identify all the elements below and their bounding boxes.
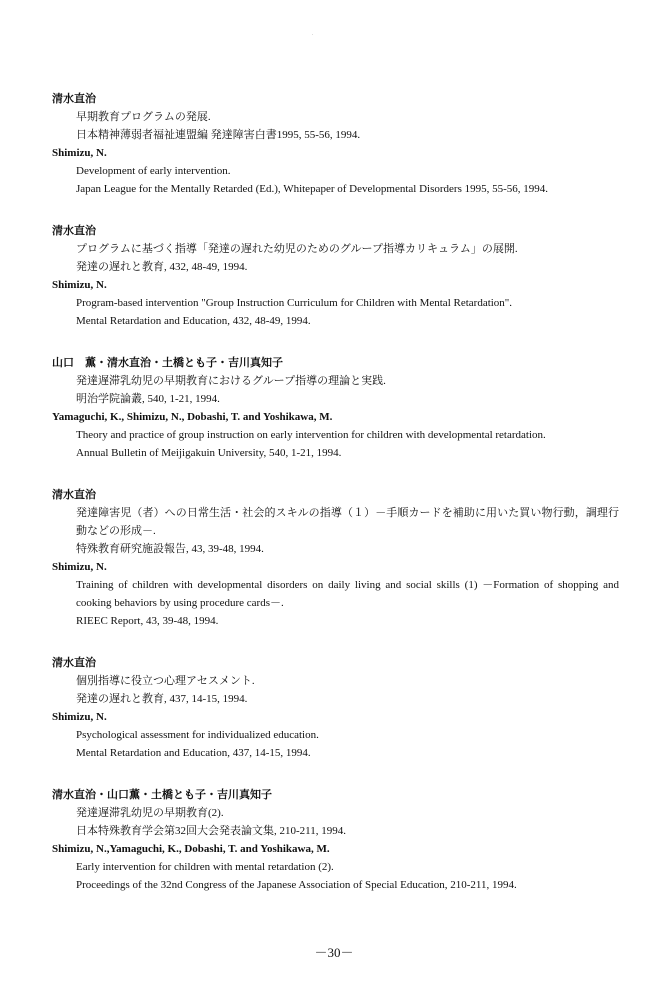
en-authors: Shimizu, N.,Yamaguchi, K., Dobashi, T. and Yoshikawa, M. (52, 843, 330, 855)
en-title: Training of children with developmental disorders on daily living and social skills (1) －Formation of shopping and cooking behaviors by using procedure cards－. (76, 579, 619, 609)
en-authors: Shimizu, N. (52, 279, 107, 291)
bibliography-list (52, 90, 622, 894)
bibliography-entry (52, 354, 622, 462)
en-source: RIEEC Report, 43, 39-48, 1994. (76, 615, 219, 627)
en-title: Development of early intervention. (76, 165, 231, 177)
jp-source: 明治学院論叢, 540, 1-21, 1994. (76, 393, 220, 405)
jp-title: 発達遅滞乳幼児の早期教育におけるグループ指導の理論と実践. (76, 375, 386, 387)
jp-title: 早期教育プログラムの発展. (76, 111, 211, 123)
jp-source: 日本特殊教育学会第32回大会発表論文集, 210-211, 1994. (76, 825, 347, 837)
en-title: Theory and practice of group instruction on early intervention for children with developmental retardation. (76, 429, 546, 441)
bibliography-entry (52, 786, 622, 894)
jp-title: 発達遅滞乳幼児の早期教育(2). (76, 807, 224, 819)
page-number: －30－ (314, 945, 354, 960)
jp-source: 日本精神薄弱者福祉連盟編 発達障害白書1995, 55-56, 1994. (76, 129, 361, 141)
en-title: Program-based intervention "Group Instruction Curriculum for Children with Mental Retardation". (76, 297, 513, 309)
en-authors: Shimizu, N. (52, 147, 107, 159)
en-source: Mental Retardation and Education, 432, 48-49, 1994. (76, 315, 311, 327)
jp-title: 発達障害児（者）への日常生活・社会的スキルの指導（１）－手順カードを補助に用いた買い物行動，調理行動などの形成－. (76, 507, 619, 537)
en-authors: Shimizu, N. (52, 711, 107, 723)
jp-authors: 清水直治 (52, 225, 96, 237)
jp-source: 発達の遅れと教育, 437, 14-15, 1994. (76, 693, 248, 705)
scan-speck (312, 34, 313, 35)
jp-authors: 清水直治 (52, 93, 96, 105)
jp-authors: 清水直治・山口薫・土橋とも子・吉川真知子 (52, 789, 272, 801)
jp-authors: 清水直治 (52, 489, 96, 501)
en-authors: Shimizu, N. (52, 561, 107, 573)
jp-authors: 清水直治 (52, 657, 96, 669)
jp-source: 発達の遅れと教育, 432, 48-49, 1994. (76, 261, 248, 273)
bibliography-entry (52, 486, 622, 630)
en-title: Psychological assessment for individualized education. (76, 729, 319, 741)
en-source: Mental Retardation and Education, 437, 14-15, 1994. (76, 747, 311, 759)
en-title: Early intervention for children with mental retardation (2). (76, 861, 334, 873)
en-source: Annual Bulletin of Meijigakuin University, 540, 1-21, 1994. (76, 447, 342, 459)
jp-authors: 山口 薫・清水直治・土橋とも子・吉川真知子 (52, 357, 283, 369)
bibliography-entry (52, 90, 622, 198)
jp-source: 特殊教育研究施設報告, 43, 39-48, 1994. (76, 543, 264, 555)
jp-title: プログラムに基づく指導「発達の遅れた幼児のためのグループ指導カリキュラム」の展開. (76, 243, 518, 255)
en-source: Japan League for the Mentally Retarded (Ed.), Whitepaper of Developmental Disorders 1995, 55-56, 1994. (76, 183, 549, 195)
en-authors: Yamaguchi, K., Shimizu, N., Dobashi, T. and Yoshikawa, M. (52, 411, 333, 423)
bibliography-entry (52, 654, 622, 762)
bibliography-entry (52, 222, 622, 330)
jp-title: 個別指導に役立つ心理アセスメント. (76, 675, 255, 687)
en-source: Proceedings of the 32nd Congress of the Japanese Association of Special Education, 210-211, 1994. (76, 879, 517, 891)
